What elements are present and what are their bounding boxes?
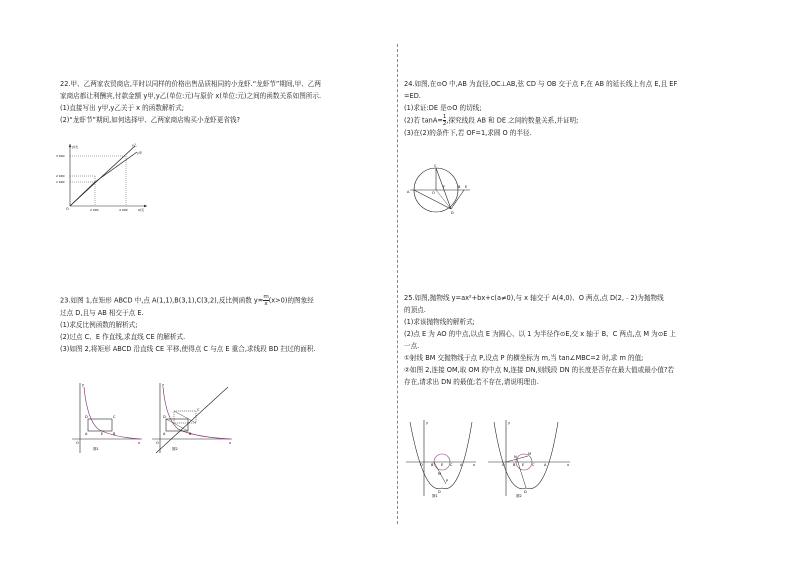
q24-line: (3)在(2)的条件下,若 OF=1,求圆 O 的半径.: [404, 129, 532, 137]
q25-line: ②如图 2,连接 OM,取 OM 的中点 N,连接 DN,则线段 DN 的长度是否存在最大值或最小值?若: [404, 366, 675, 374]
q22-line-y-jia-part1: [70, 182, 95, 206]
svg-text:B: B: [513, 463, 516, 467]
svg-text:P: P: [446, 479, 449, 483]
q24-fraction: $\frac{1}{2}$: [442, 114, 447, 127]
svg-text:D: D: [451, 211, 454, 215]
svg-text:A: A: [407, 190, 410, 194]
question-24: [404, 78, 677, 139]
q23-fig2-caption: 图2: [172, 447, 178, 451]
q25-figure-2: [486, 418, 572, 498]
svg-text:C: C: [113, 415, 116, 419]
q22-xtick: 2 000: [90, 208, 99, 212]
svg-text:A: A: [85, 432, 88, 436]
svg-text:x: x: [229, 441, 232, 445]
q22-ytick: 2 000: [56, 174, 65, 178]
svg-text:D: D: [85, 415, 88, 419]
q23-line-1: 23.如图 1,在矩形 ABCD 中,点 A(1,1),B(3,1),C(3,2),反比例函数 y= $\frac{m}{x}$ (x>0)的图象经: [60, 294, 314, 307]
q22-ytick: 1 600: [56, 180, 65, 184]
svg-text:C: C: [197, 408, 200, 412]
q22-line: (2)“龙虾节”期间,如何选择甲、乙两家商店购买小龙虾更省钱?: [60, 116, 241, 124]
svg-text:A: A: [163, 432, 166, 436]
q23-fraction: $\frac{m}{x}$: [263, 294, 269, 307]
q24-line: =ED.: [404, 92, 421, 100]
q22-line: 家商店都让利酬宾,付款金额 y甲,y乙(单位:元)与原价 x(单位:元)之间的函数关系如图所示.: [60, 92, 322, 100]
svg-text:B: B: [189, 432, 192, 436]
q24-figure: [404, 162, 472, 220]
q25-line: 一点.: [404, 342, 420, 350]
q25-line: (2)点 E 为 AO 的中点,以点 E 为圆心、以 1 为半径作⊙E,交 x 轴于 B、C 两点,点 M 为⊙E 上: [404, 330, 677, 338]
svg-text:O: O: [502, 463, 505, 467]
svg-text:D: D: [163, 415, 166, 419]
column-divider: [397, 44, 398, 524]
q25-figure-1: [404, 418, 478, 498]
svg-text:y: y: [508, 421, 511, 425]
q22-line: (1)直接写出 y甲,y乙关于 x 的函数解析式;: [60, 104, 184, 112]
q25-line: ①射线 BM 交抛物线于点 P,设点 P 的横坐标为 m,当 tan∠MBC=2 时,求 m 的值;: [404, 354, 644, 362]
svg-text:M: M: [528, 452, 532, 456]
q22-origin: O: [66, 207, 69, 211]
q25-line: 25.如图,抛物线 y=ax²+bx+c(a≠0),与 x 轴交于 A(4,0)、O 两点,点 D(2,﹣2)为抛物线: [404, 294, 664, 302]
svg-text:E: E: [441, 463, 444, 467]
q22-line: 22.甲、乙两家农贸商店,平时以同样的价格出售品质相同的小龙虾.“龙虾节”期间,甲、乙两: [60, 80, 321, 88]
svg-text:y: y: [82, 383, 85, 387]
svg-text:M: M: [438, 472, 442, 476]
q22-line-label: y乙: [132, 143, 137, 147]
q25-fig1-caption: 图1: [432, 494, 438, 498]
q25-line: 存在,请求出 DN 的最值;若不存在,请说明理由.: [404, 378, 539, 386]
svg-text:O: O: [420, 463, 423, 467]
question-25: [404, 292, 676, 388]
q24-line-4: (2)若 tanA= $\frac{1}{2}$ ,探究线段 AB 和 DE 之间的数量关系,并证明;: [404, 114, 579, 127]
q23-figure-2: [150, 381, 235, 455]
q23-line: (1)求反比例函数的解析式;: [60, 321, 138, 329]
q22-figure: [55, 140, 150, 212]
svg-text:F: F: [443, 185, 446, 189]
q22-xtick: 4 000: [119, 208, 128, 212]
svg-text:x: x: [473, 463, 476, 467]
svg-text:E: E: [101, 432, 104, 436]
svg-text:D: D: [438, 490, 441, 494]
q22-ytick: 3 600: [56, 154, 65, 158]
q23-fig1-caption: 图1: [93, 447, 99, 451]
svg-text:E: E: [522, 463, 525, 467]
svg-text:y: y: [162, 383, 165, 387]
q25-line: 的顶点.: [404, 306, 426, 314]
q24-line: 24.如图,在⊙O 中,AB 为直径,OC⊥AB,弦 CD 与 OB 交于点 F,在 AB 的延长线上有点 E,且 EF: [404, 80, 678, 88]
svg-text:C: C: [532, 463, 535, 467]
q22-line-y-jia-part2: [95, 152, 137, 182]
q22-line-label: y甲: [137, 151, 142, 155]
q23-line: 过点 D,且与 AB 相交于点 E.: [60, 309, 144, 317]
svg-text:B: B: [431, 463, 434, 467]
svg-text:A: A: [544, 463, 547, 467]
svg-text:y: y: [426, 421, 429, 425]
q23-figure-1: [68, 381, 144, 455]
svg-text:E: E: [465, 185, 468, 189]
q24-line: (1)求证:DE 是⊙O 的切线;: [404, 104, 482, 112]
svg-text:O: O: [156, 441, 159, 445]
q22-xlabel: x/元: [138, 208, 145, 212]
q25-line: (1)求该抛物线的解析式;: [404, 318, 475, 326]
q25-fig2-caption: 图2: [516, 494, 522, 498]
q22-ylabel: y/元: [72, 145, 79, 149]
q23-line: (2)过点 C、E 作直线,求直线 CE 的解析式.: [60, 333, 186, 341]
question-22: [60, 78, 321, 126]
q23-line: (3)如图 2,将矩形 ABCD 沿直线 CE 平移,使得点 C 与点 E 重合,求线段 BD 扫过的面积.: [60, 345, 316, 353]
svg-text:x: x: [138, 441, 141, 445]
svg-text:N: N: [514, 455, 517, 459]
question-23: [60, 294, 316, 355]
svg-text:C: C: [450, 463, 453, 467]
svg-text:B: B: [113, 432, 116, 436]
svg-text:C: C: [434, 164, 437, 168]
svg-text:A: A: [460, 463, 463, 467]
svg-text:B: B: [458, 185, 461, 189]
svg-text:O: O: [76, 441, 79, 445]
svg-text:D: D: [524, 490, 527, 494]
svg-text:O: O: [432, 191, 435, 195]
svg-text:x: x: [567, 463, 570, 467]
